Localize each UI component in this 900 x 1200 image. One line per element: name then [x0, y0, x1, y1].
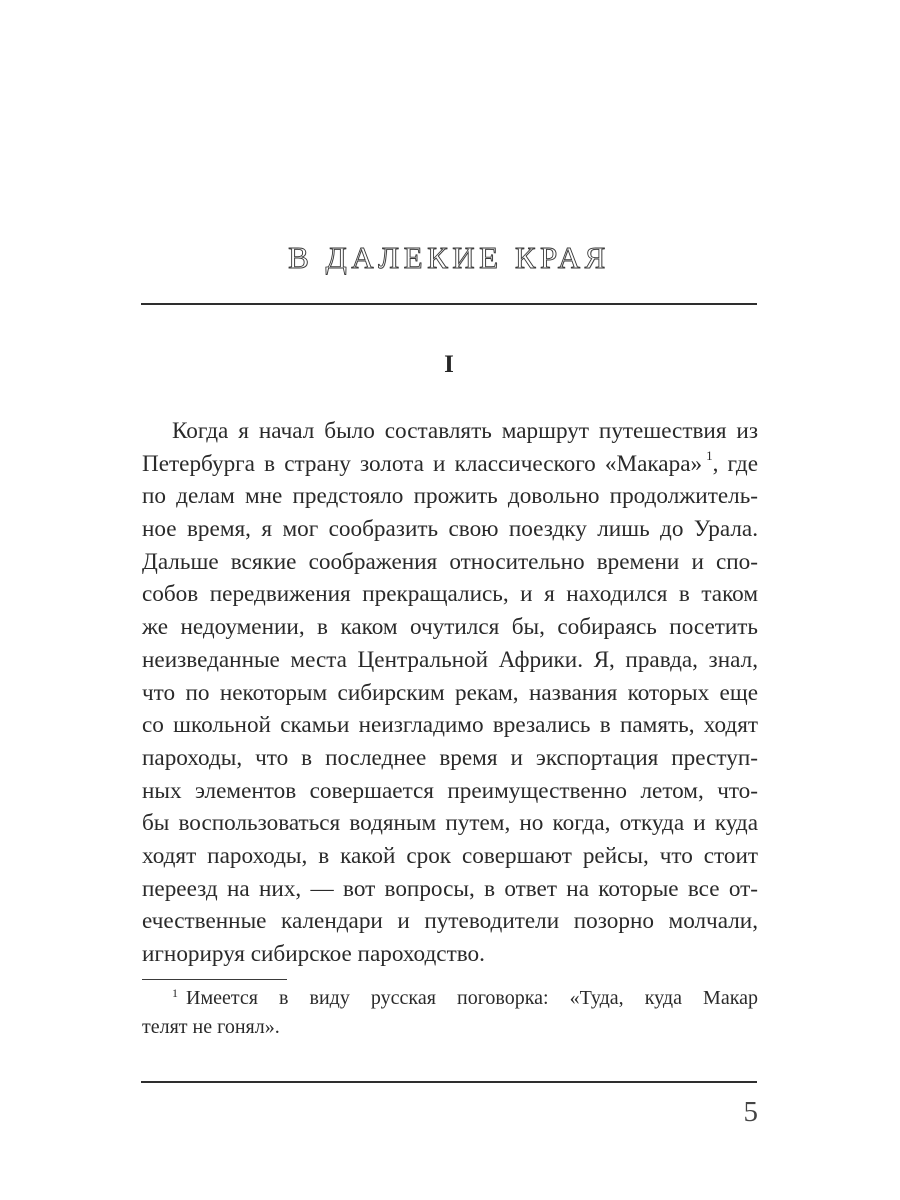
- text-line: со школьной скамьи неизгладимо врезались в память, ходят: [142, 712, 758, 739]
- text-line: Дальше всякие соображения относительно времени и спо-: [142, 548, 758, 575]
- text-line: ное время, я мог сообразить свою поездку лишь до Урала.: [142, 516, 758, 543]
- text-line: ных элементов совершается преимущественно летом, что-: [142, 777, 758, 804]
- footnote-divider: [142, 979, 287, 980]
- text-line: игнорируя сибирское пароходство.: [142, 941, 485, 967]
- page-number: 5: [743, 1096, 758, 1128]
- footer-rule: [141, 1081, 757, 1083]
- text-line: переезд на них, — вот вопросы, в ответ на которые все от-: [142, 875, 758, 902]
- footnote: [142, 984, 758, 1042]
- text-line-segment: , где: [712, 450, 758, 477]
- text-line: же недоумении, в каком очутился бы, собираясь посетить: [142, 614, 758, 641]
- text-line: собов передвижения прекращались, и я находился в таком: [142, 581, 758, 608]
- body-paragraph: [142, 415, 758, 971]
- footnote-line: [142, 984, 758, 1013]
- text-line: что по некоторым сибирским рекам, названия которых еще: [142, 679, 758, 706]
- footnote-reference[interactable]: 1: [706, 447, 713, 463]
- text-line: ходят пароходы, в какой срок совершают рейсы, что стоит: [142, 842, 758, 869]
- text-line-segment: Петербурга в страну золота и классического «Макара»: [142, 450, 703, 477]
- text-line: ечественные календари и путеводители позорно молчали,: [142, 908, 758, 935]
- footnote-text: Имеется в виду русская поговорка: «Туда, куда Макар: [186, 987, 758, 1009]
- text-line: Когда я начал было составлять маршрут путешествия из: [172, 418, 758, 444]
- section-number: I: [444, 351, 454, 378]
- text-line-with-footnote: [142, 448, 758, 481]
- text-line: неизведанные места Центральной Африки. Я, правда, знал,: [142, 646, 758, 673]
- footnote-mark: 1: [172, 986, 178, 1000]
- text-line: бы воспользоваться водяным путем, но когда, откуда и куда: [142, 810, 758, 837]
- chapter-title: В ДАЛЕКИЕ КРАЯ: [288, 240, 610, 275]
- footnote-line: телят не гонял».: [142, 1016, 280, 1038]
- text-line: пароходы, что в последнее время и экспортация преступ-: [142, 744, 758, 771]
- text-line: по делам мне предстояло прожить довольно продолжитель-: [142, 483, 758, 510]
- header-rule: [141, 303, 757, 305]
